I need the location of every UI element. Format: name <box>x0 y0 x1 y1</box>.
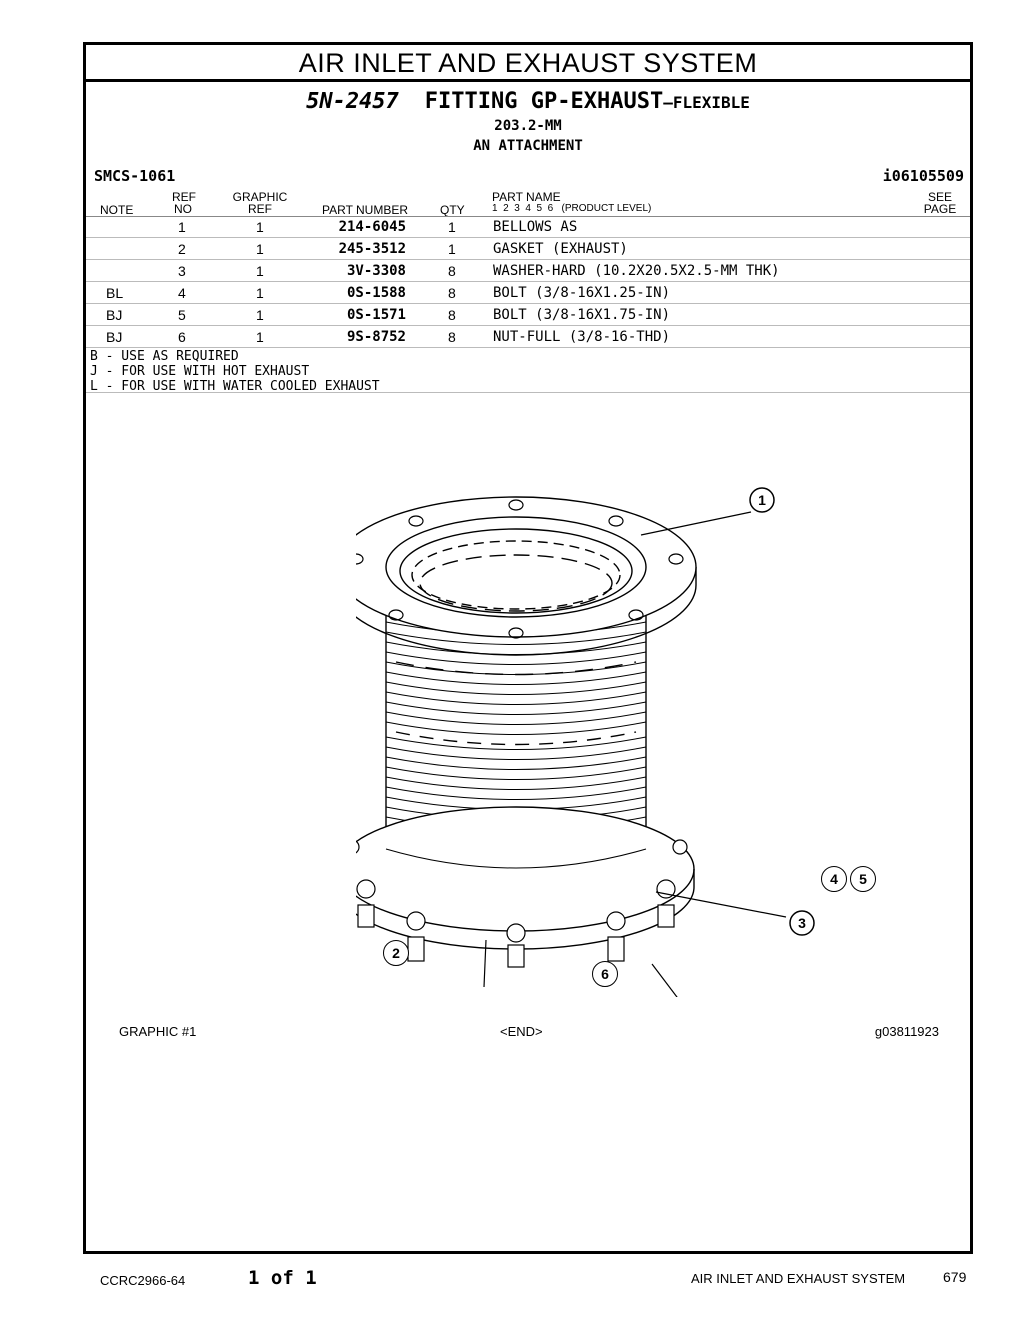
part-name-heading: FITTING GP-EXHAUST <box>424 89 664 114</box>
row-note: BJ <box>106 307 123 323</box>
attachment-label: AN ATTACHMENT <box>473 138 583 154</box>
row-part-number: 0S-1571 <box>346 307 406 323</box>
row-part-name: GASKET (EXHAUST) <box>493 241 628 257</box>
row-graphic-ref: 1 <box>256 219 264 235</box>
row-part-number: 0S-1588 <box>346 285 406 301</box>
illustration-id: i06105509 <box>882 167 964 185</box>
row-part-name: NUT-FULL (3/8-16-THD) <box>493 329 671 345</box>
row-ref: 1 <box>178 219 186 235</box>
table-row <box>86 216 970 238</box>
row-note: BL <box>106 285 124 301</box>
table-row <box>86 260 970 282</box>
row-qty: 1 <box>448 219 456 235</box>
row-part-number: 9S-8752 <box>346 329 406 345</box>
callout-3 <box>790 911 814 935</box>
row-qty: 8 <box>448 329 456 345</box>
row-qty: 1 <box>448 241 456 257</box>
header-part-name: PART NAME 1 2 3 4 5 6 (PRODUCT LEVEL) <box>492 190 652 214</box>
page-frame <box>83 42 973 1254</box>
row-part-name: BOLT (3/8-16X1.75-IN) <box>493 307 671 323</box>
row-qty: 8 <box>448 263 456 279</box>
svg-text:3: 3 <box>798 915 806 931</box>
header-graphic: GRAPHIC REF <box>232 190 288 216</box>
header-levels: 1 2 3 4 5 6 <box>492 203 554 214</box>
callout-5: 5 <box>850 866 876 892</box>
graphic-label: GRAPHIC #1 <box>119 1024 197 1039</box>
row-ref: 6 <box>178 329 186 345</box>
row-qty: 8 <box>448 307 456 323</box>
row-ref: 3 <box>178 263 186 279</box>
row-part-name: WASHER-HARD (10.2X20.5X2.5-MM THK) <box>493 263 780 279</box>
callout-4: 4 <box>821 866 847 892</box>
row-qty: 8 <box>448 285 456 301</box>
table-row <box>86 282 970 304</box>
part-name-suffix: —FLEXIBLE <box>663 93 750 112</box>
row-ref: 4 <box>178 285 186 301</box>
row-graphic-ref: 1 <box>256 329 264 345</box>
row-graphic-ref: 1 <box>256 285 264 301</box>
table-row <box>86 326 970 348</box>
footer-section: AIR INLET AND EXHAUST SYSTEM <box>691 1271 906 1286</box>
callout-6: 6 <box>592 961 618 987</box>
header-see-page: SEE PAGE <box>923 190 957 216</box>
row-note: BJ <box>106 329 123 345</box>
end-label: <END> <box>500 1024 543 1039</box>
row-graphic-ref: 1 <box>256 263 264 279</box>
page-count: 1 of 1 <box>248 1267 317 1289</box>
row-ref: 5 <box>178 307 186 323</box>
fitting-illustration <box>356 437 816 997</box>
table-row <box>86 238 970 260</box>
graphic-id: g03811923 <box>874 1024 939 1039</box>
part-heading <box>86 89 970 114</box>
part-size: 203.2-MM <box>494 118 562 134</box>
callout-2: 2 <box>383 940 409 966</box>
row-graphic-ref: 1 <box>256 241 264 257</box>
table-row <box>86 304 970 326</box>
part-number-heading: 5N-2457 <box>306 89 399 114</box>
doc-code: CCRC2966-64 <box>100 1273 186 1288</box>
note-line: B - USE AS REQUIRED <box>90 349 239 364</box>
notes-block <box>90 349 380 394</box>
callout-1 <box>750 488 774 512</box>
note-line: J - FOR USE WITH HOT EXHAUST <box>90 364 310 379</box>
row-graphic-ref: 1 <box>256 307 264 323</box>
header-ref: REF NO <box>172 190 196 216</box>
row-part-name: BOLT (3/8-16X1.25-IN) <box>493 285 671 301</box>
row-part-number: 3V-3308 <box>346 263 406 279</box>
header-note: NOTE <box>100 203 134 217</box>
page-number: 679 <box>943 1269 967 1285</box>
row-part-number: 214-6045 <box>338 219 406 235</box>
notes-divider <box>86 392 970 393</box>
header-product-level: (PRODUCT LEVEL) <box>561 203 652 214</box>
header-part-number: PART NUMBER <box>322 203 409 217</box>
header-qty: QTY <box>440 203 465 217</box>
section-title: AIR INLET AND EXHAUST SYSTEM <box>86 45 970 82</box>
svg-text:1: 1 <box>758 492 766 508</box>
row-part-name: BELLOWS AS <box>493 219 578 235</box>
smcs-code: SMCS-1061 <box>94 167 176 185</box>
row-ref: 2 <box>178 241 186 257</box>
note-line: L - FOR USE WITH WATER COOLED EXHAUST <box>90 379 380 394</box>
row-part-number: 245-3512 <box>338 241 406 257</box>
